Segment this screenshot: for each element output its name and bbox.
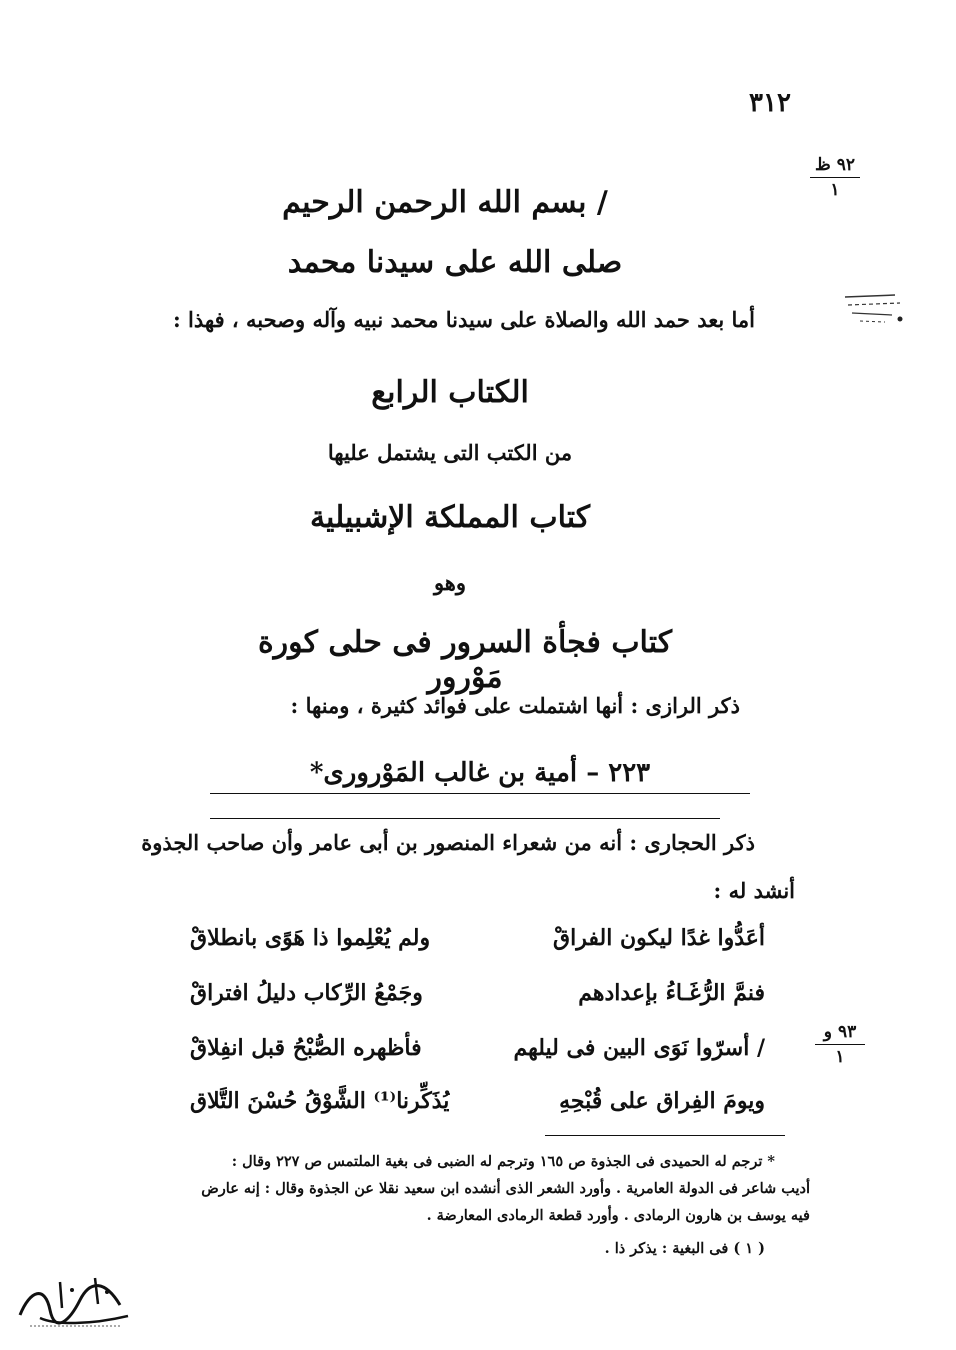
page-number: ٣١٢ [749,88,791,118]
entry-heading: ٢٢٣ – أمية بن غالب المَوْرورى* [309,758,651,788]
stamp-logo [10,1270,140,1330]
salawat: صلى الله على سيدنا محمد [287,245,623,280]
verse-line [150,1088,765,1128]
margin-folio-ref [810,155,860,200]
verse-right-hemistich: أعَدُّوا غدًا ليكون الفراقْ [553,925,765,951]
recited-label: أنشد له : [713,878,795,903]
margin-folio-divider [810,177,860,178]
verse-right-hemistich: فنمَّ الرُّغَـاءُ بإعدادهم [578,980,765,1006]
verse-left-hemistich: وجَمْعُ الرِّكاب دليلُ افتراقْ [190,980,423,1006]
razi-note: ذكر الرازى : أنها اشتملت على فوائد كثيرة ، ومنها : [290,693,740,718]
margin-folio-number: ٩٢ ظ [815,155,855,175]
kingdom-title: كتاب المملكة الإشبيلية [309,500,591,535]
verse-line [150,925,765,965]
margin-folio-number: ٩٣ و [823,1022,857,1042]
footnote-line: * ترجم له الحميدى فى الجذوة ص ١٦٥ وترجم له الضبى فى بغية الملتمس ص ٢٢٧ وقال : [231,1153,775,1170]
verse-line [150,1035,765,1075]
margin-folio-divider [815,1044,865,1045]
sub-book-title: كتاب فجأة السرور فى حلى كورة مَوْرور [257,625,673,695]
margin-folio-line: ١ [830,180,840,200]
heading-rule [210,793,750,794]
verse-right-hemistich: ويومَ الفِراق على قُبْحِهِ [559,1088,765,1114]
footnote-separator [545,1135,785,1136]
verse-left-hemistich: فأظهره الصُّبْحُ قبل انفِلاقْ [190,1035,422,1061]
margin-folio-line: ١ [835,1047,845,1067]
entry-rule [210,818,720,819]
book-title: الكتاب الرابع [371,375,529,410]
verse-left-hemistich: يُذَكِّرنا⁽¹⁾ الشَّوْقُ حُسْنَ التَّلاق [190,1088,450,1114]
basmala: / بسم الله الرحمن الرحيم [282,185,608,220]
footnote-line: أديب شاعر فى الدولة العامرية . وأورد الشعر الذى أنشده ابن سعيد نقلا عن الجذوة وقال : إنه عارض [201,1180,810,1197]
verse-left-hemistich: ولم يُعْلِموا ذا هَوًى بانطلاقْ [190,925,431,951]
verse-right-hemistich: / أسرّوا نَوَى البين فى ليلهم [513,1035,765,1061]
margin-folio-ref [815,1022,865,1067]
and-it-is: وهو [433,570,467,595]
intro-line: أما بعد حمد الله والصلاة على سيدنا محمد نبيه وآله وصحبه ، فهذا : [172,307,755,332]
hijari-line: ذكر الحجارى : أنه من شعراء المنصور بن أبى عامر وأن صاحب الجذوة [141,830,755,855]
verse-line [150,980,765,1020]
footnote-line: فيه يوسف بن هارون الرمادى . وأورد قطعة الرمادى المعارضة . [426,1207,810,1224]
from-books-line: من الكتب التى يشتمل عليها [327,440,573,465]
footnote-line: ( ١ ) فى البغية : يذكر ذا . [604,1240,765,1257]
margin-scribble-icon [840,285,910,330]
